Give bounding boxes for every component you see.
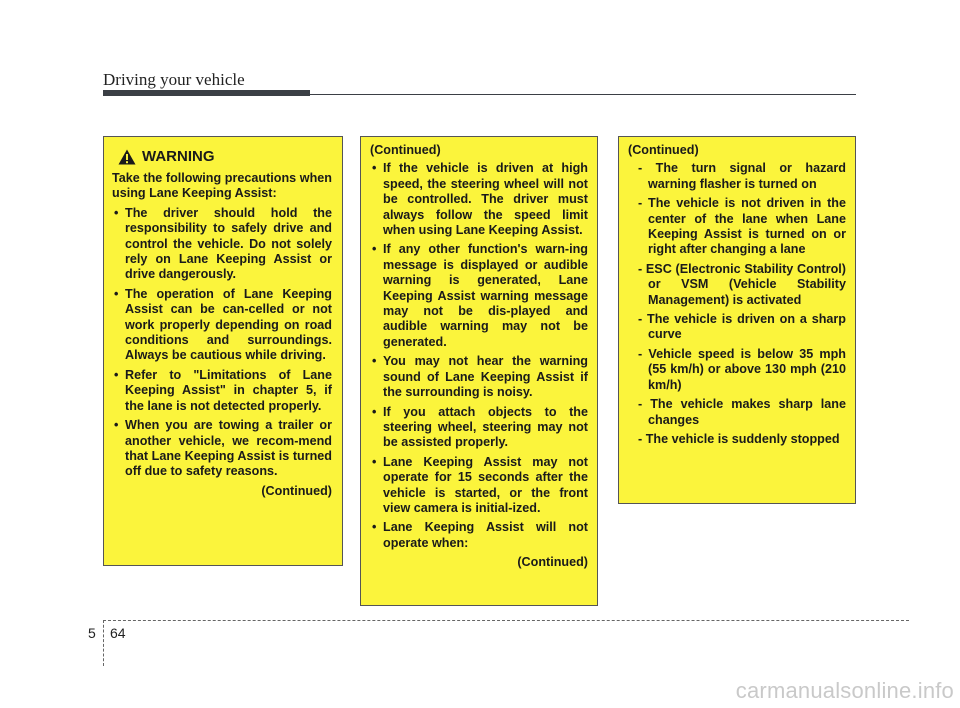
bullet-item: • If any other function's warn-ing message is displayed or audible warning is generated, Lane Keeping Assist warning message may not be dis-played and audible warning may not be generated. (370, 242, 588, 350)
bullet-item: • Lane Keeping Assist will not operate when: (370, 520, 588, 551)
condition-item: - The vehicle is suddenly stopped (638, 431, 840, 446)
bullet-item: • The operation of Lane Keeping Assist can be can-celled or not work properly depending on road conditions and surroundings. Always be cautious while driving. (112, 287, 332, 364)
condition-list (628, 161, 846, 447)
header-bar (103, 90, 310, 96)
warning-triangle-icon (118, 149, 136, 165)
bullet-item: • If the vehicle is driven at high speed, the steering wheel will not be controlled. The driver must always follow the speed limit when using Lane Keeping Assist. (370, 161, 588, 238)
continued-box-2 (360, 136, 598, 606)
continued-label: (Continued) (628, 143, 699, 157)
bullet-item: • When you are towing a trailer or another vehicle, we recom-mend that Lane Keeping Assist is turned off due to safety reasons. (112, 418, 332, 480)
header-title: Driving your vehicle (103, 70, 245, 89)
header-rule (310, 94, 856, 95)
continued-label: (Continued) (517, 555, 588, 570)
condition-item: - The turn signal or hazard warning flasher is turned on (638, 161, 846, 191)
bullet-item: • Lane Keeping Assist may not operate for 15 seconds after the vehicle is started, or the front view camera is initial-ized. (370, 455, 588, 517)
bullet-item: • You may not hear the warning sound of Lane Keeping Assist if the surrounding is noisy. (370, 354, 588, 400)
bullet-item: • The driver should hold the responsibility to safely drive and control the vehicle. Do not solely rely on Lane Keeping Assist or drive dangerously. (112, 206, 332, 283)
footer-divider (103, 620, 104, 666)
condition-item: - The vehicle makes sharp lane changes (638, 397, 846, 427)
warning-box (103, 136, 343, 566)
watermark: carmanualsonline.info (735, 678, 954, 703)
continued-label: (Continued) (261, 483, 332, 498)
warning-label: WARNING (142, 148, 215, 166)
bullet-list (370, 161, 588, 551)
warning-bullet-list (112, 206, 332, 480)
condition-item: - ESC (Electronic Stability Control) or VSM (Vehicle Stability Management) is activated (638, 261, 846, 307)
footer-rule (103, 620, 909, 621)
condition-item: - Vehicle speed is below 35 mph (55 km/h) or above 130 mph (210 km/h) (638, 346, 846, 392)
bullet-item: • Refer to "Limitations of Lane Keeping Assist" in chapter 5, if the lane is not detected properly. (112, 368, 332, 414)
condition-item: - The vehicle is not driven in the center of the lane when Lane Keeping Assist is turned on or right after changing a lane (638, 196, 846, 257)
page-number: 64 (110, 625, 126, 641)
condition-item: - The vehicle is driven on a sharp curve (638, 312, 846, 342)
bullet-item: • If you attach objects to the steering wheel, steering may not be assisted properly. (370, 405, 588, 451)
continued-label: (Continued) (370, 143, 441, 157)
warning-heading (112, 147, 332, 167)
warning-intro: Take the following precautions when using Lane Keeping Assist: (112, 171, 332, 201)
page-section-number: 5 (88, 625, 96, 641)
continued-box-3 (618, 136, 856, 504)
